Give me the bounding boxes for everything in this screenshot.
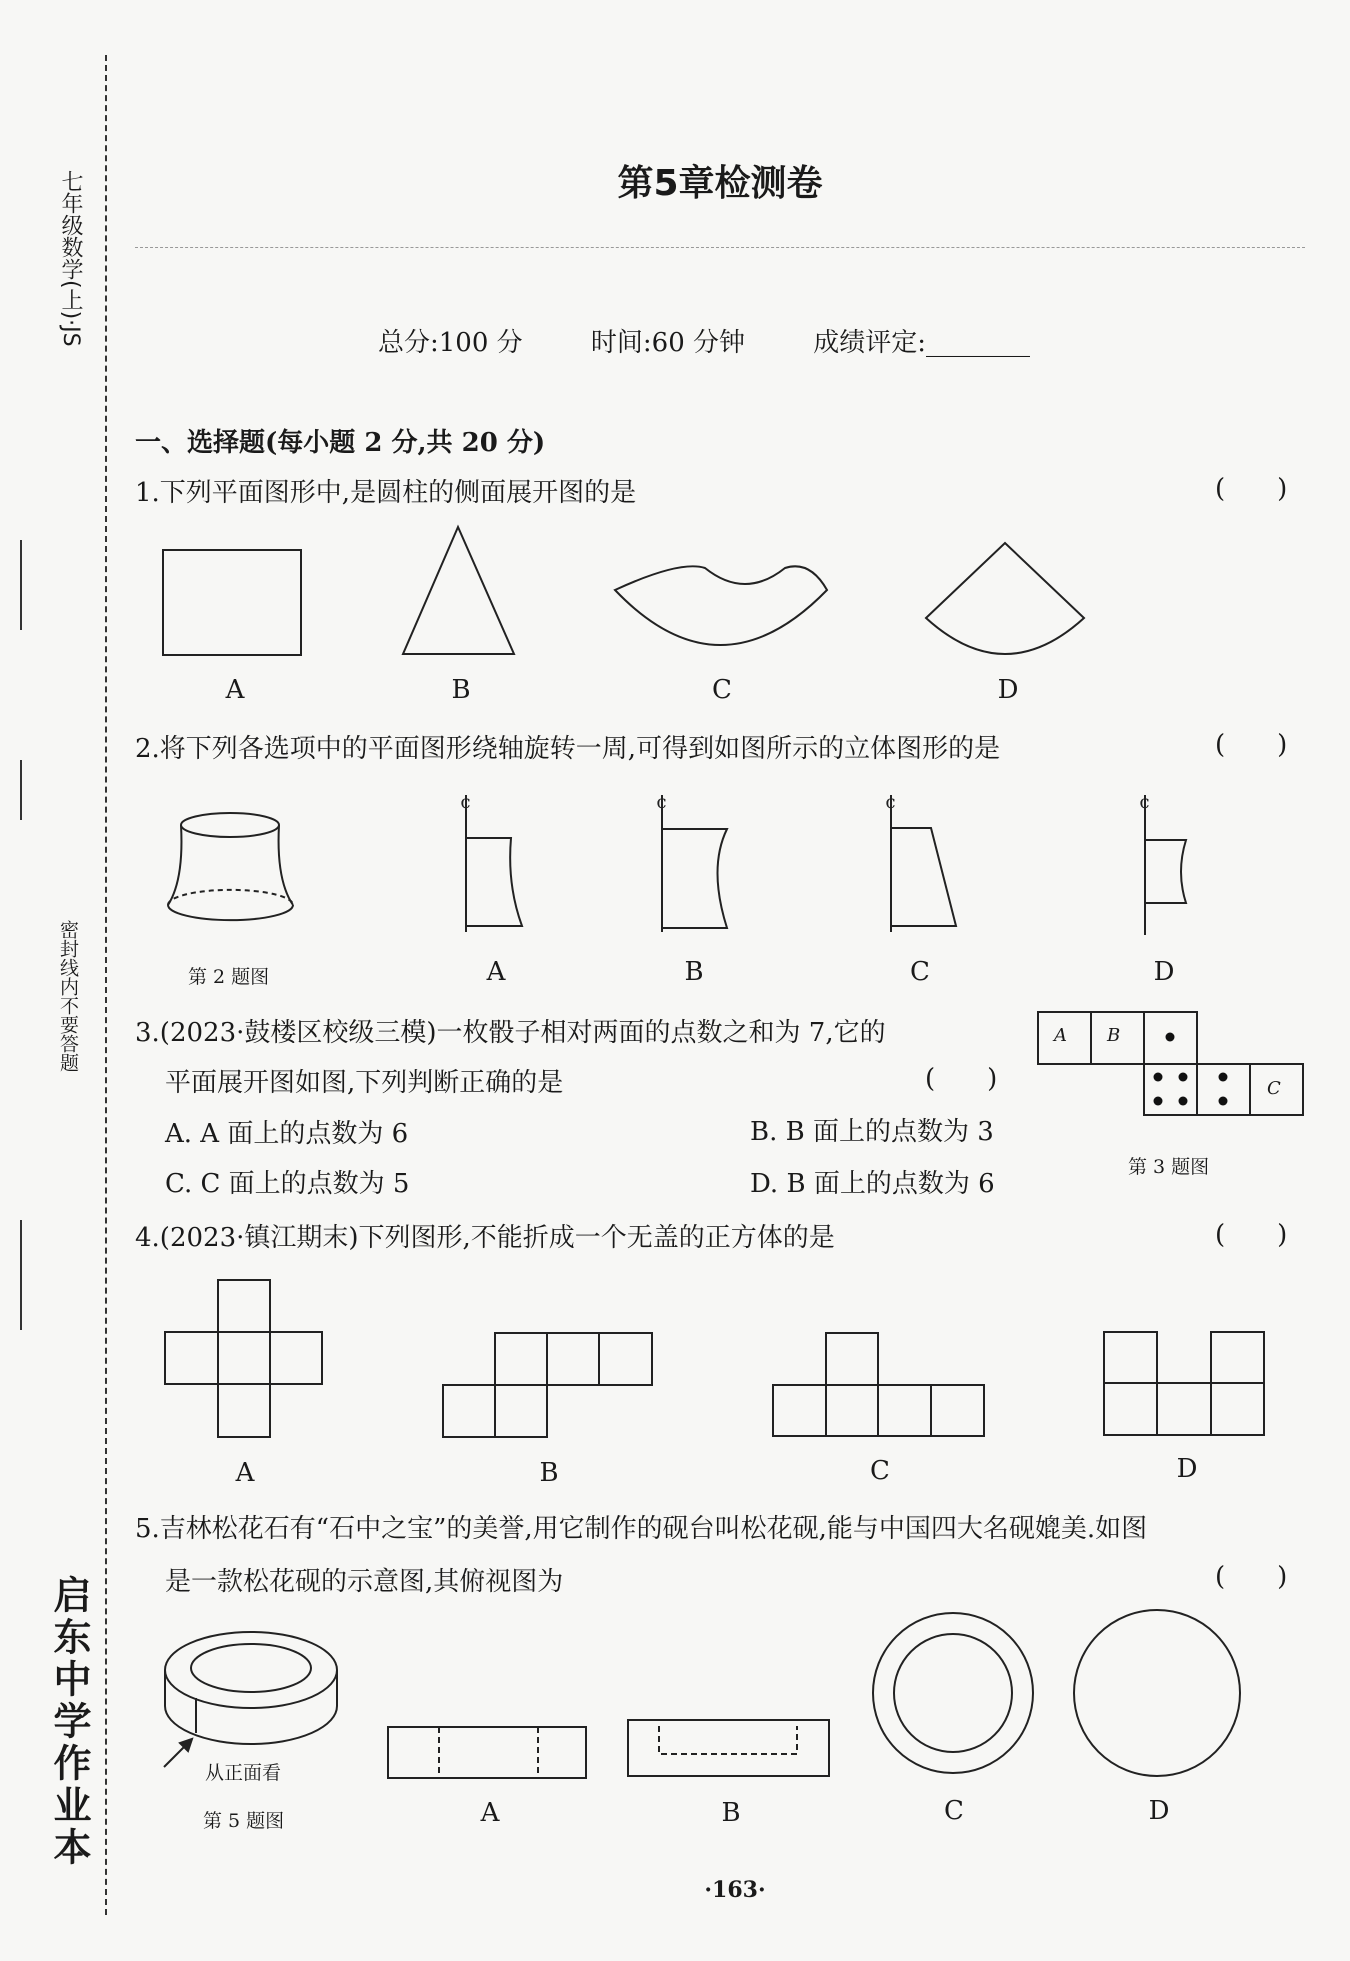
grade-field[interactable]: 成绩评定:________ [813,328,1031,358]
dice-face-a: A [1054,1025,1067,1046]
total-score: 总分:100 分 [378,328,523,358]
q3-figure-caption: 第 3 题图 [1128,1156,1210,1178]
q2-label-a: A [486,957,506,987]
dice-face-b: B [1107,1025,1121,1046]
q2-label-c: C [910,957,930,987]
q2-label-d: D [1153,957,1175,987]
q1-label-b: B [451,675,471,705]
question-5-line2: 是一款松花砚的示意图,其俯视图为 [165,1567,564,1597]
question-2: 2.将下列各选项中的平面图形绕轴旋转一周,可得到如图所示的立体图形的是 [135,734,1001,764]
q5-label-a: A [480,1798,500,1828]
svg-text:¢: ¢ [885,792,897,813]
question-3-line2: 平面展开图如图,下列判断正确的是 [165,1068,564,1098]
q2-figure-caption: 第 2 题图 [188,966,270,988]
answer-blank-2[interactable]: ( ) [1215,730,1288,760]
q2-label-b: B [684,957,704,987]
q1-label-c: C [712,675,732,705]
answer-blank-1[interactable]: ( ) [1215,474,1288,504]
q5-label-b: B [721,1798,741,1828]
side-book-label: 七年级数学(上)·JS [58,170,83,347]
page-number: ·163· [704,1877,766,1903]
view-direction-label: 从正面看 [205,1762,282,1784]
q5-label-c: C [944,1796,964,1826]
answer-blank-4[interactable]: ( ) [1215,1220,1288,1250]
q4-label-b: B [539,1458,559,1488]
q3-option-b: B. B 面上的点数为 3 [750,1117,994,1147]
q4-label-d: D [1176,1454,1198,1484]
view-option-d [1074,1610,1240,1776]
view-option-b [628,1720,829,1776]
view-arrow [164,1739,192,1767]
question-1: 1.下列平面图形中,是圆柱的侧面展开图的是 [135,478,637,508]
section-heading: 一、选择题(每小题 2 分,共 20 分) [135,428,546,458]
side-seal-notice: 密封线内不要答题 [57,920,79,1072]
q5-figure-caption: 第 5 题图 [203,1810,285,1832]
q4-label-a: A [235,1458,255,1488]
svg-text:¢: ¢ [1139,792,1151,813]
answer-blank-3[interactable]: ( ) [925,1064,998,1094]
time-limit: 时间:60 分钟 [590,328,746,358]
page-title: 第5章检测卷 [617,163,823,204]
question-5-line1: 5.吉林松花石有“石中之宝”的美誉,用它制作的砚台叫松花砚,能与中国四大名砚媲美.如图 [135,1514,1148,1544]
svg-text:¢: ¢ [656,792,668,813]
q3-option-d: D. B 面上的点数为 6 [750,1169,995,1199]
q4-label-c: C [870,1456,890,1486]
view-option-a [388,1727,586,1778]
question-3-line1: 3.(2023·鼓楼区校级三模)一枚骰子相对两面的点数之和为 7,它的 [135,1018,886,1048]
q5-label-d: D [1148,1796,1170,1826]
dice-face-c: C [1267,1078,1281,1099]
side-publisher: 启东中学作业本 [47,1575,91,1869]
view-option-c [873,1613,1033,1773]
svg-text:¢: ¢ [460,792,472,813]
question-4: 4.(2023·镇江期末)下列图形,不能折成一个无盖的正方体的是 [135,1223,835,1253]
q1-label-d: D [997,675,1019,705]
answer-blank-5[interactable]: ( ) [1215,1562,1288,1592]
q1-label-a: A [225,675,245,705]
q3-option-c: C. C 面上的点数为 5 [165,1169,410,1199]
inkstone-3d [165,1632,337,1744]
q3-option-a: A. A 面上的点数为 6 [165,1119,409,1149]
